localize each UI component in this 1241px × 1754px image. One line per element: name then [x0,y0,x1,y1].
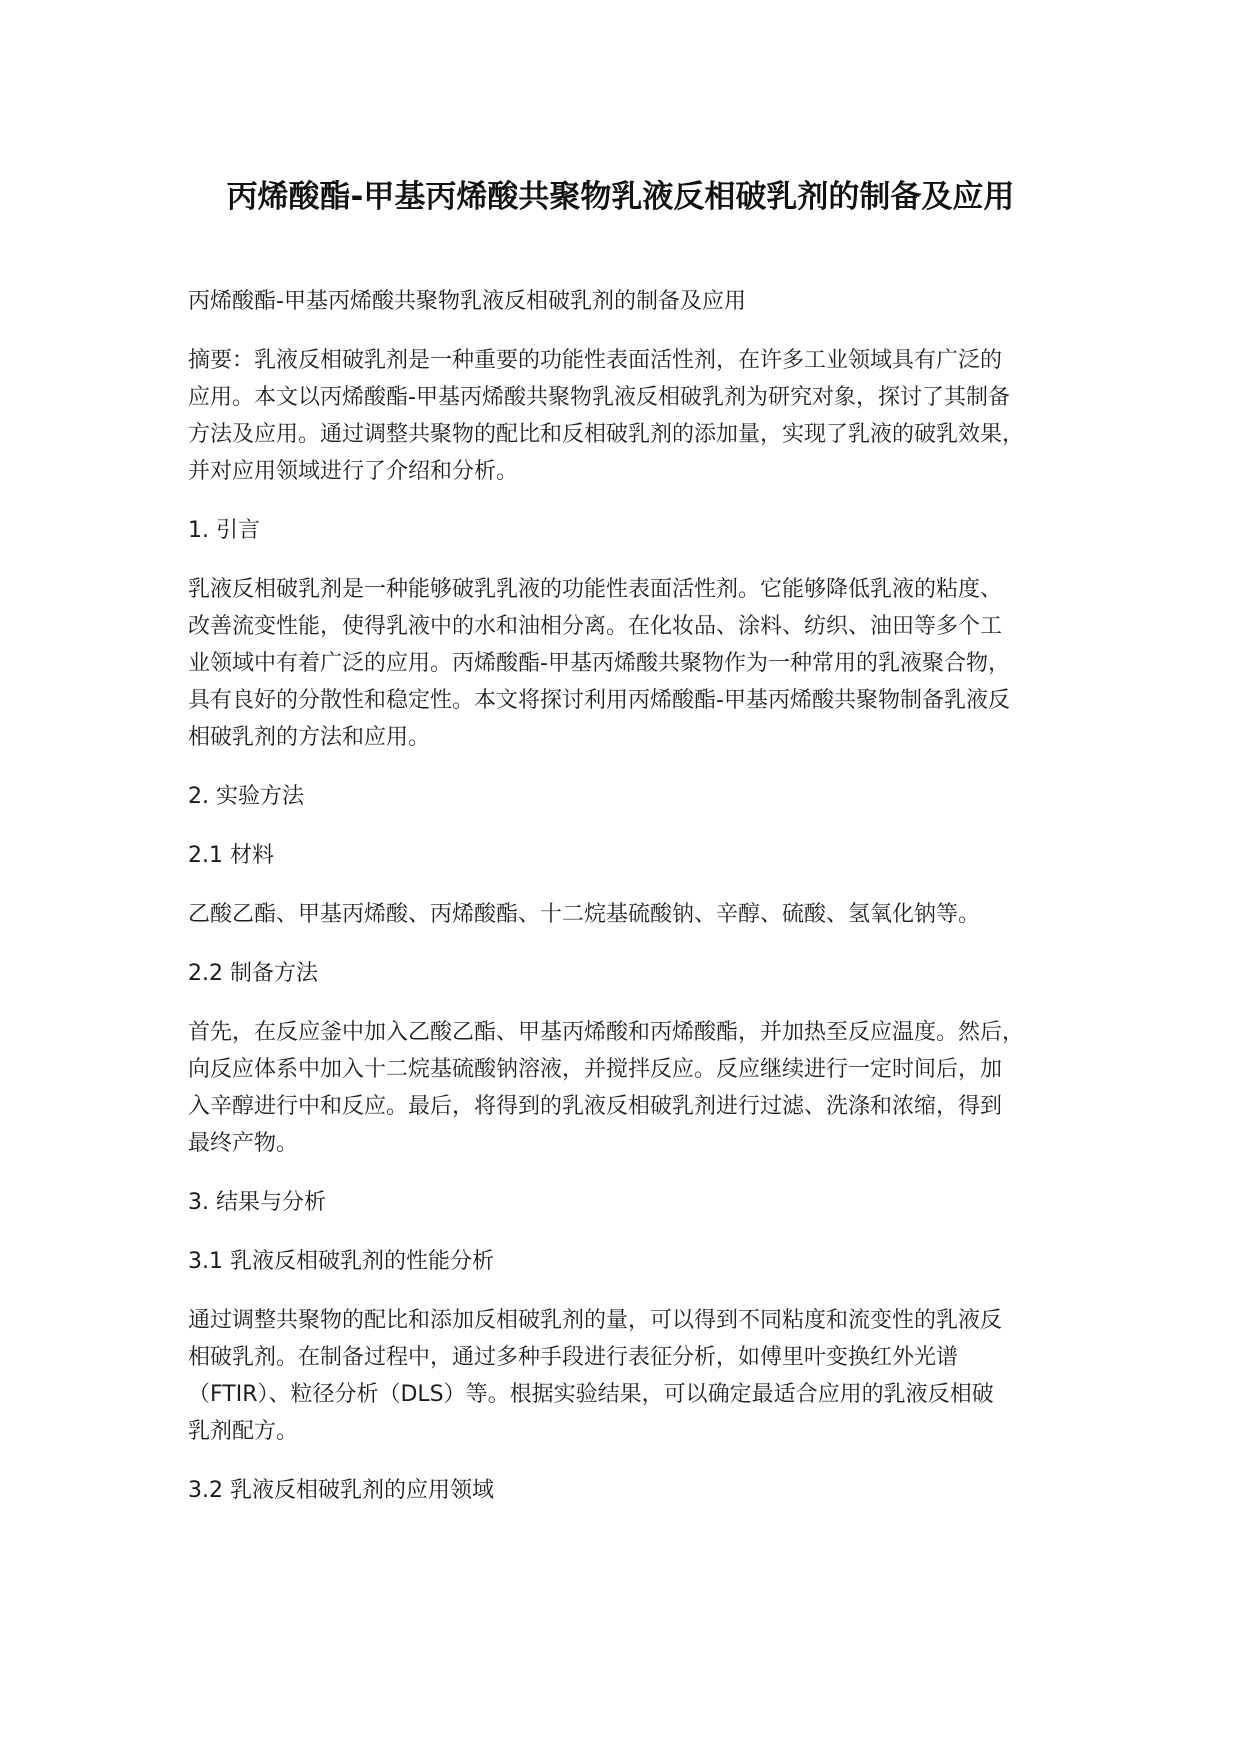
paragraph-line: 通过调整共聚物的配比和添加反相破乳剂的量，可以得到不同粘度和流变性的乳液反 [188,1308,1003,1333]
paragraph-line: 相破乳剂。在制备过程中，通过多种手段进行表征分析，如傅里叶变换红外光谱 [188,1345,959,1370]
paragraph-line: 业领域中有着广泛的应用。丙烯酸酯-甲基丙烯酸共聚物作为一种常用的乳液聚合物， [188,651,1010,676]
section-2-2-heading: 2.2 制备方法 [188,961,318,986]
section-2-heading: 2. 实验方法 [188,784,304,809]
abstract-line: 摘要：乳液反相破乳剂是一种重要的功能性表面活性剂，在许多工业领域具有广泛的 [188,348,1003,373]
section-2-2-paragraph [188,1014,1068,1162]
paragraph-line: 最终产物。 [188,1131,299,1156]
paragraph-line: 乳液反相破乳剂是一种能够破乳乳液的功能性表面活性剂。它能够降低乳液的粘度、 [188,577,1003,602]
section-3-1-paragraph [188,1302,1068,1450]
section-1-paragraph [188,571,1068,756]
section-1-heading: 1. 引言 [188,518,260,543]
section-3-1-heading: 3.1 乳液反相破乳剂的性能分析 [188,1249,494,1274]
abstract-line: 并对应用领域进行了介绍和分析。 [188,459,519,484]
abstract-line: 应用。本文以丙烯酸酯-甲基丙烯酸共聚物乳液反相破乳剂为研究对象，探讨了其制备 [188,385,1010,410]
document-title: 丙烯酸酯-甲基丙烯酸共聚物乳液反相破乳剂的制备及应用 [226,179,1015,215]
paragraph-line: 向反应体系中加入十二烷基硫酸钠溶液，并搅拌反应。反应继续进行一定时间后，加 [188,1057,1003,1082]
paragraph-line: 具有良好的分散性和稳定性。本文将探讨利用丙烯酸酯-甲基丙烯酸共聚物制备乳液反 [188,688,1010,713]
section-3-heading: 3. 结果与分析 [188,1190,326,1215]
paragraph-line: 乙酸乙酯、甲基丙烯酸、丙烯酸酯、十二烷基硫酸钠、辛醇、硫酸、氢氧化钠等。 [188,902,981,927]
abstract-paragraph [188,342,1068,490]
paragraph-line: 改善流变性能，使得乳液中的水和油相分离。在化妆品、涂料、纺织、油田等多个工 [188,614,1003,639]
paragraph-line: （FTIR）、粒径分析（DLS）等。根据实验结果，可以确定最适合应用的乳液反相破 [188,1382,994,1407]
paragraph-line: 乳剂配方。 [188,1419,299,1444]
document-body [188,283,1068,1531]
paragraph-line: 入辛醇进行中和反应。最后，将得到的乳液反相破乳剂进行过滤、洗涤和浓缩，得到 [188,1094,1003,1119]
section-2-1-heading: 2.1 材料 [188,843,274,868]
abstract-line: 方法及应用。通过调整共聚物的配比和反相破乳剂的添加量，实现了乳液的破乳效果， [188,422,1025,447]
paragraph-line: 相破乳剂的方法和应用。 [188,725,431,750]
paragraph-line: 首先，在反应釜中加入乙酸乙酯、甲基丙烯酸和丙烯酸酯，并加热至反应温度。然后， [188,1020,1025,1045]
section-2-1-paragraph [188,896,1068,933]
subtitle: 丙烯酸酯-甲基丙烯酸共聚物乳液反相破乳剂的制备及应用 [188,289,746,314]
section-3-2-heading: 3.2 乳液反相破乳剂的应用领域 [188,1478,494,1503]
